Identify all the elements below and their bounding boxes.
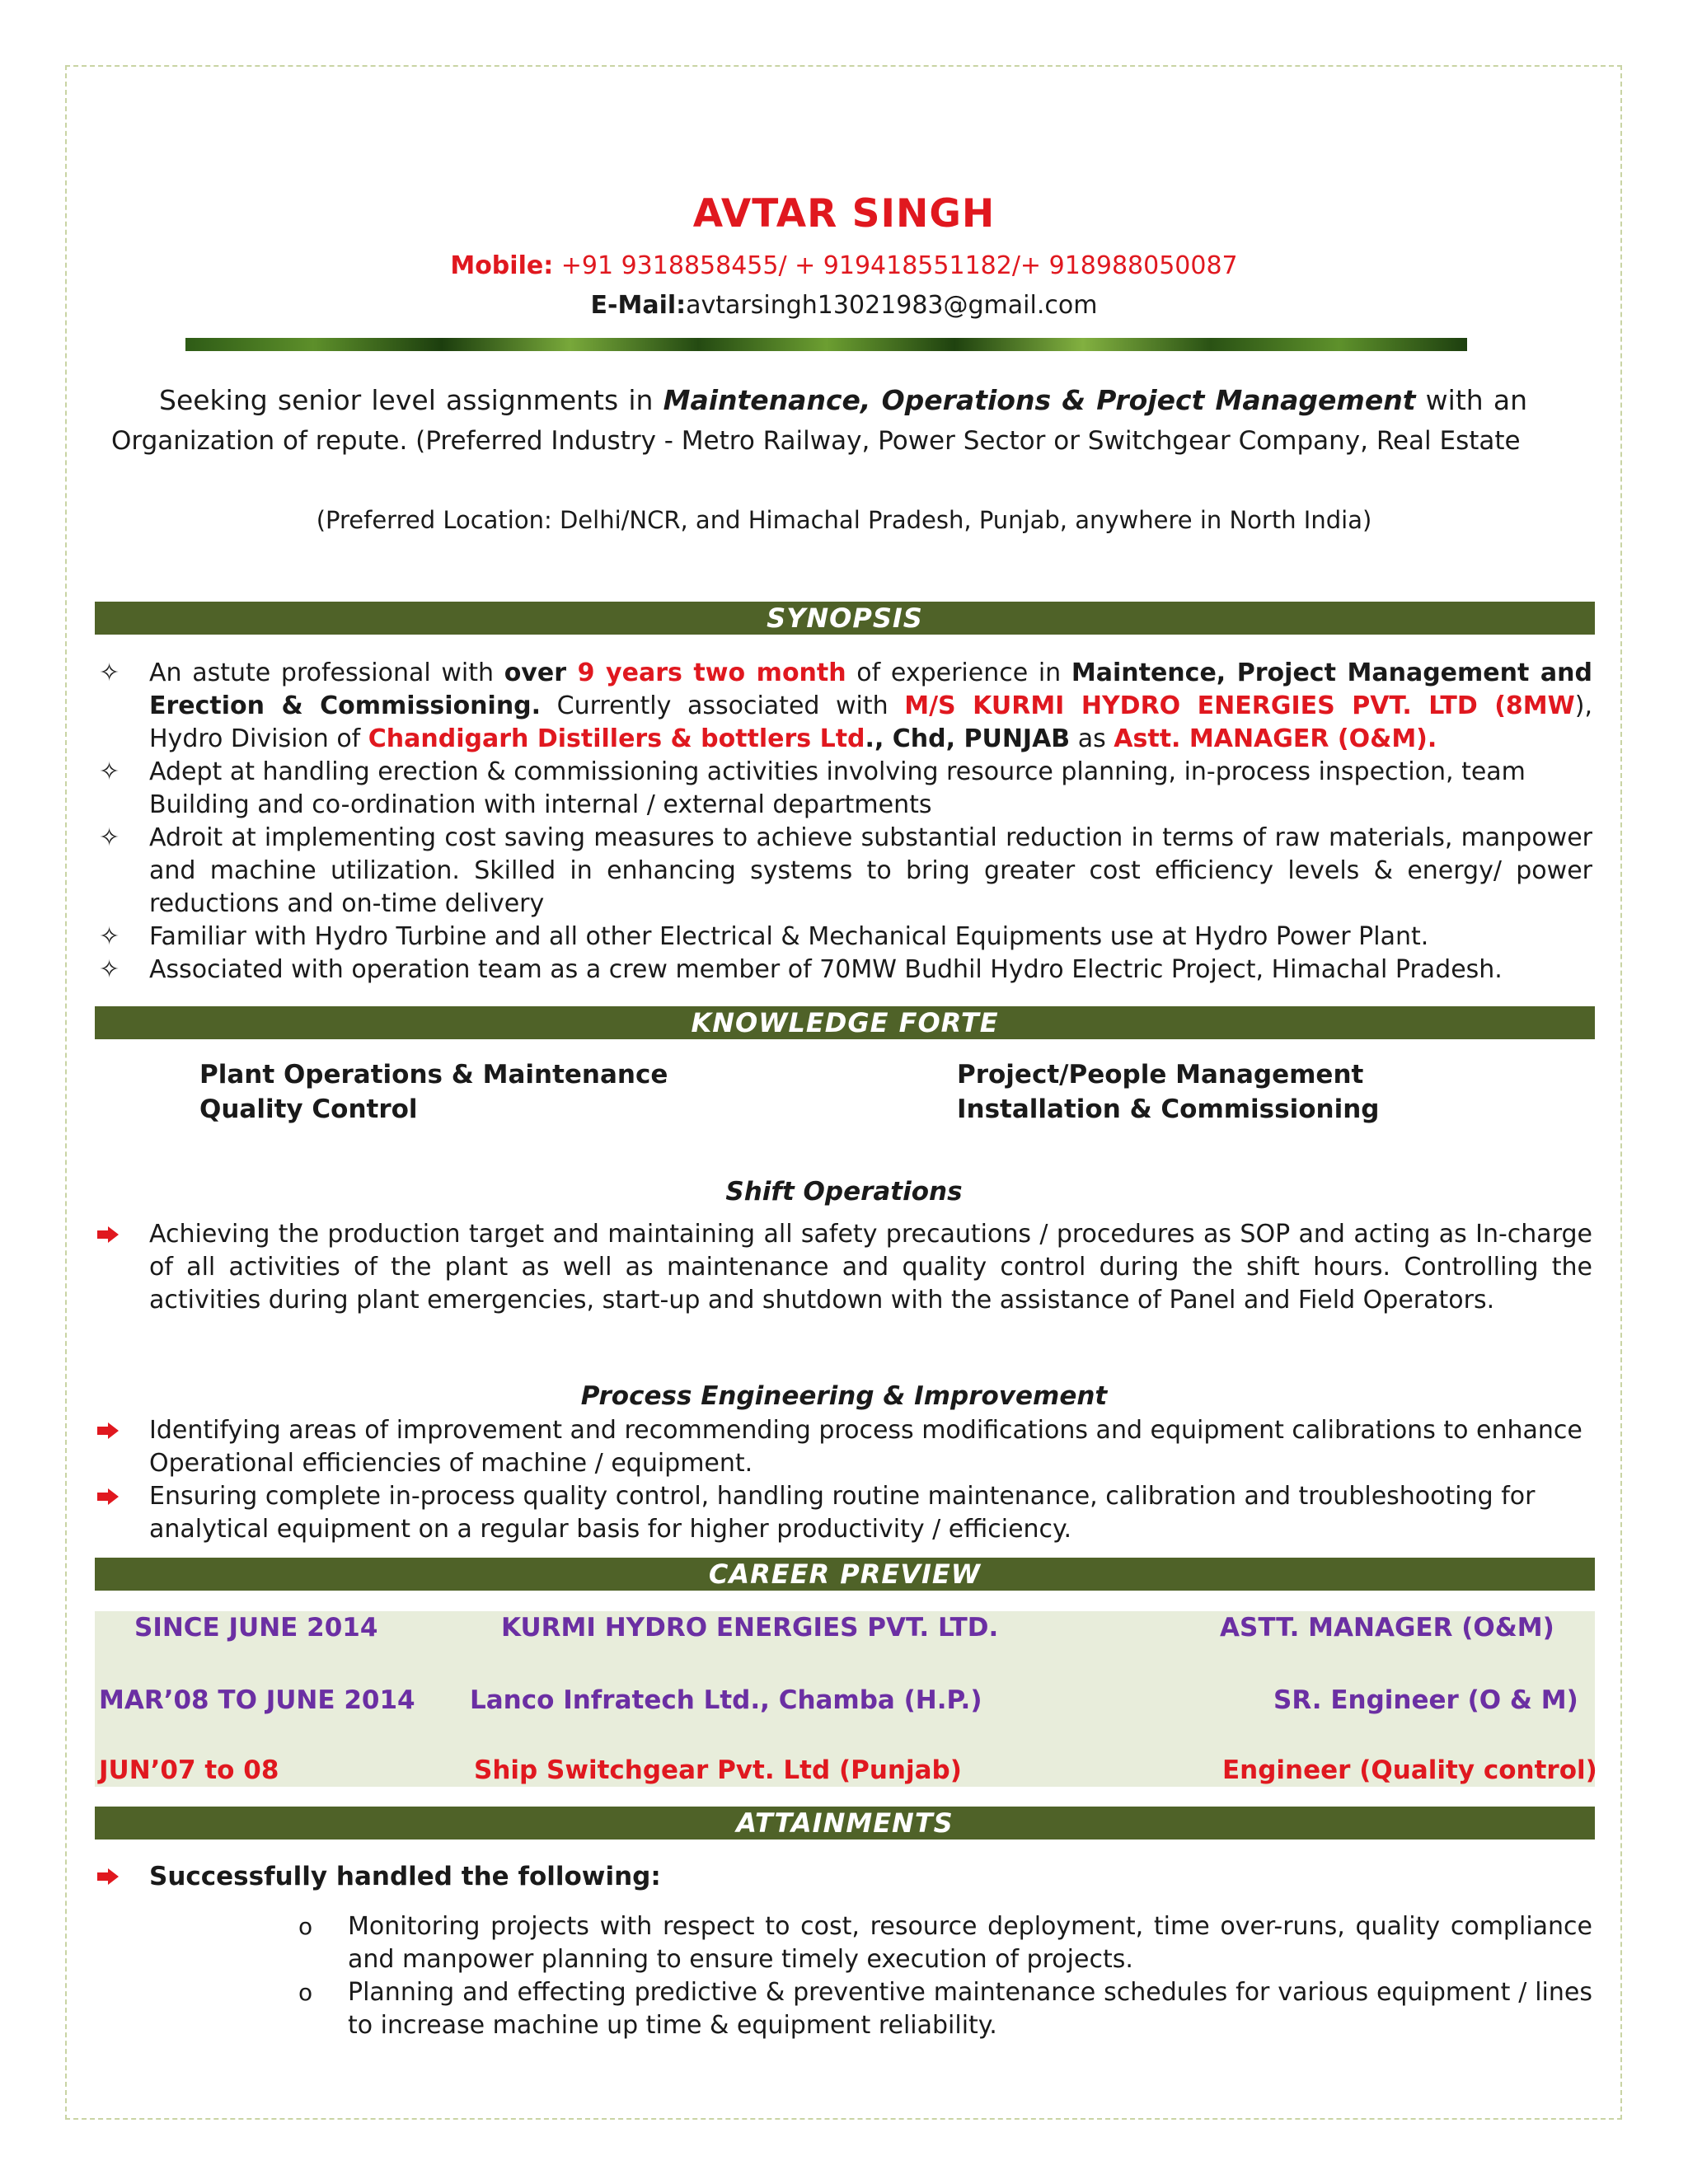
sub-bullet-icon: o xyxy=(298,1913,313,1940)
arrow-bullet-icon xyxy=(97,1868,119,1885)
email-line xyxy=(0,291,1688,320)
arrow-bullet-icon xyxy=(97,1226,119,1243)
email-label: E-Mail: xyxy=(590,291,687,320)
knowledge-item: Plant Operations & Maintenance xyxy=(199,1060,668,1090)
objective-line-2: Organization of repute. (Preferred Industry - Metro Railway, Power Sector or Switchgear Company, Real Estate xyxy=(111,426,1521,456)
attainment-item: Planning and effecting predictive & preventive maintenance schedules for various equipment / lines to increase machine up time & equipment reliability. xyxy=(348,1978,1592,2040)
shift-operations-heading: Shift Operations xyxy=(725,1177,963,1207)
knowledge-item: Project/People Management xyxy=(957,1060,1364,1090)
mobile-numbers: +91 9318858455/ + 919418551182/+ 918988050087 xyxy=(560,251,1238,280)
mobile-label: Mobile: xyxy=(450,251,554,280)
career-company: Ship Switchgear Pvt. Ltd (Punjab) xyxy=(474,1755,962,1785)
synopsis-item-1-line-3: Hydro Division of Chandigarh Distillers & bottlers Ltd., Chd, PUNJAB as Astt. MANAGER (O&M). xyxy=(149,724,1437,753)
synopsis-item-1-line-1: An astute professional with over 9 years two month of experience in Maintence, Project Management and xyxy=(149,658,1592,687)
shift-operations-text: Achieving the production target and maintaining all safety precautions / procedures as SOP and acting as In-charge of all activities of the plant as well as maintenance and quality control during the shift hours. Controlling the activities during plant emergencies, start-up and shutdown with the assistance of Panel and Field Operators. xyxy=(149,1220,1592,1315)
career-role: SR. Engineer (O & M) xyxy=(1273,1685,1578,1715)
process-item-2: Ensuring complete in-process quality control, handling routine maintenance, calibration and troubleshooting for analytical equipment on a regular basis for higher productivity / efficiency. xyxy=(149,1482,1536,1544)
career-role: ASTT. MANAGER (O&M) xyxy=(1220,1613,1554,1643)
section-synopsis-header: SYNOPSIS xyxy=(95,602,1595,635)
bullet-icon: ✧ xyxy=(99,658,120,687)
career-role: Engineer (Quality control) xyxy=(1222,1755,1597,1785)
arrow-bullet-icon xyxy=(97,1422,119,1439)
process-item-1: Identifying areas of improvement and recommending process modifications and equipment calibrations to enhance Operational efficiencies of machine / equipment. xyxy=(149,1416,1582,1478)
email-address[interactable]: avtarsingh13021983@gmail.com xyxy=(686,291,1098,320)
bullet-icon: ✧ xyxy=(99,922,120,951)
process-engineering-heading: Process Engineering & Improvement xyxy=(580,1381,1108,1411)
mobile-line xyxy=(0,251,1688,280)
objective-focus-areas: Maintenance, Operations & Project Management xyxy=(663,384,1416,416)
career-period: JUN’07 to 08 xyxy=(99,1755,279,1785)
career-period: MAR’08 TO JUNE 2014 xyxy=(99,1685,415,1715)
synopsis-item-3: Adroit at implementing cost saving measures to achieve substantial reduction in terms of raw materials, manpower and machine utilization. Skilled in enhancing systems to bring greater cost efficiency levels & energy/ power reductions and on-time delivery xyxy=(149,823,1592,918)
sub-bullet-icon: o xyxy=(298,1979,313,2006)
synopsis-item-1-line-2: Erection & Commissioning. Currently associated with M/S KURMI HYDRO ENERGIES PVT. LTD (8MW), xyxy=(149,691,1592,720)
section-career-header: CAREER PREVIEW xyxy=(95,1558,1595,1591)
candidate-name: AVTAR SINGH xyxy=(692,191,996,237)
attainments-lead: Successfully handled the following: xyxy=(149,1862,661,1891)
synopsis-item-2: Adept at handling erection & commissioning activities involving resource planning, in-process inspection, team Building and co-ordination with internal / external departments xyxy=(149,757,1526,819)
bullet-icon: ✧ xyxy=(99,823,120,852)
knowledge-item: Installation & Commissioning xyxy=(957,1094,1380,1124)
knowledge-item: Quality Control xyxy=(199,1094,418,1124)
synopsis-item-4: Familiar with Hydro Turbine and all other Electrical & Mechanical Equipments use at Hydro Power Plant. xyxy=(149,922,1429,951)
bullet-icon: ✧ xyxy=(99,757,120,786)
preferred-location: (Preferred Location: Delhi/NCR, and Himachal Pradesh, Punjab, anywhere in North India) xyxy=(316,506,1372,534)
career-company: Lanco Infratech Ltd., Chamba (H.P.) xyxy=(470,1685,982,1715)
section-knowledge-header: KNOWLEDGE FORTE xyxy=(95,1006,1595,1039)
bullet-icon: ✧ xyxy=(99,955,120,984)
arrow-bullet-icon xyxy=(97,1488,119,1505)
career-company: KURMI HYDRO ENERGIES PVT. LTD. xyxy=(501,1613,999,1643)
section-attainments-header: ATTAINMENTS xyxy=(95,1807,1595,1840)
attainment-item: Monitoring projects with respect to cost, resource deployment, time over-runs, quality compliance and manpower planning to ensure timely execution of projects. xyxy=(348,1912,1592,1974)
career-period: SINCE JUNE 2014 xyxy=(134,1613,378,1643)
header-banner-image xyxy=(185,338,1467,351)
synopsis-item-5: Associated with operation team as a crew member of 70MW Budhil Hydro Electric Project, Himachal Pradesh. xyxy=(149,955,1503,984)
objective-line-1: Seeking senior level assignments in Maintenance, Operations & Project Management with an xyxy=(159,384,1527,416)
